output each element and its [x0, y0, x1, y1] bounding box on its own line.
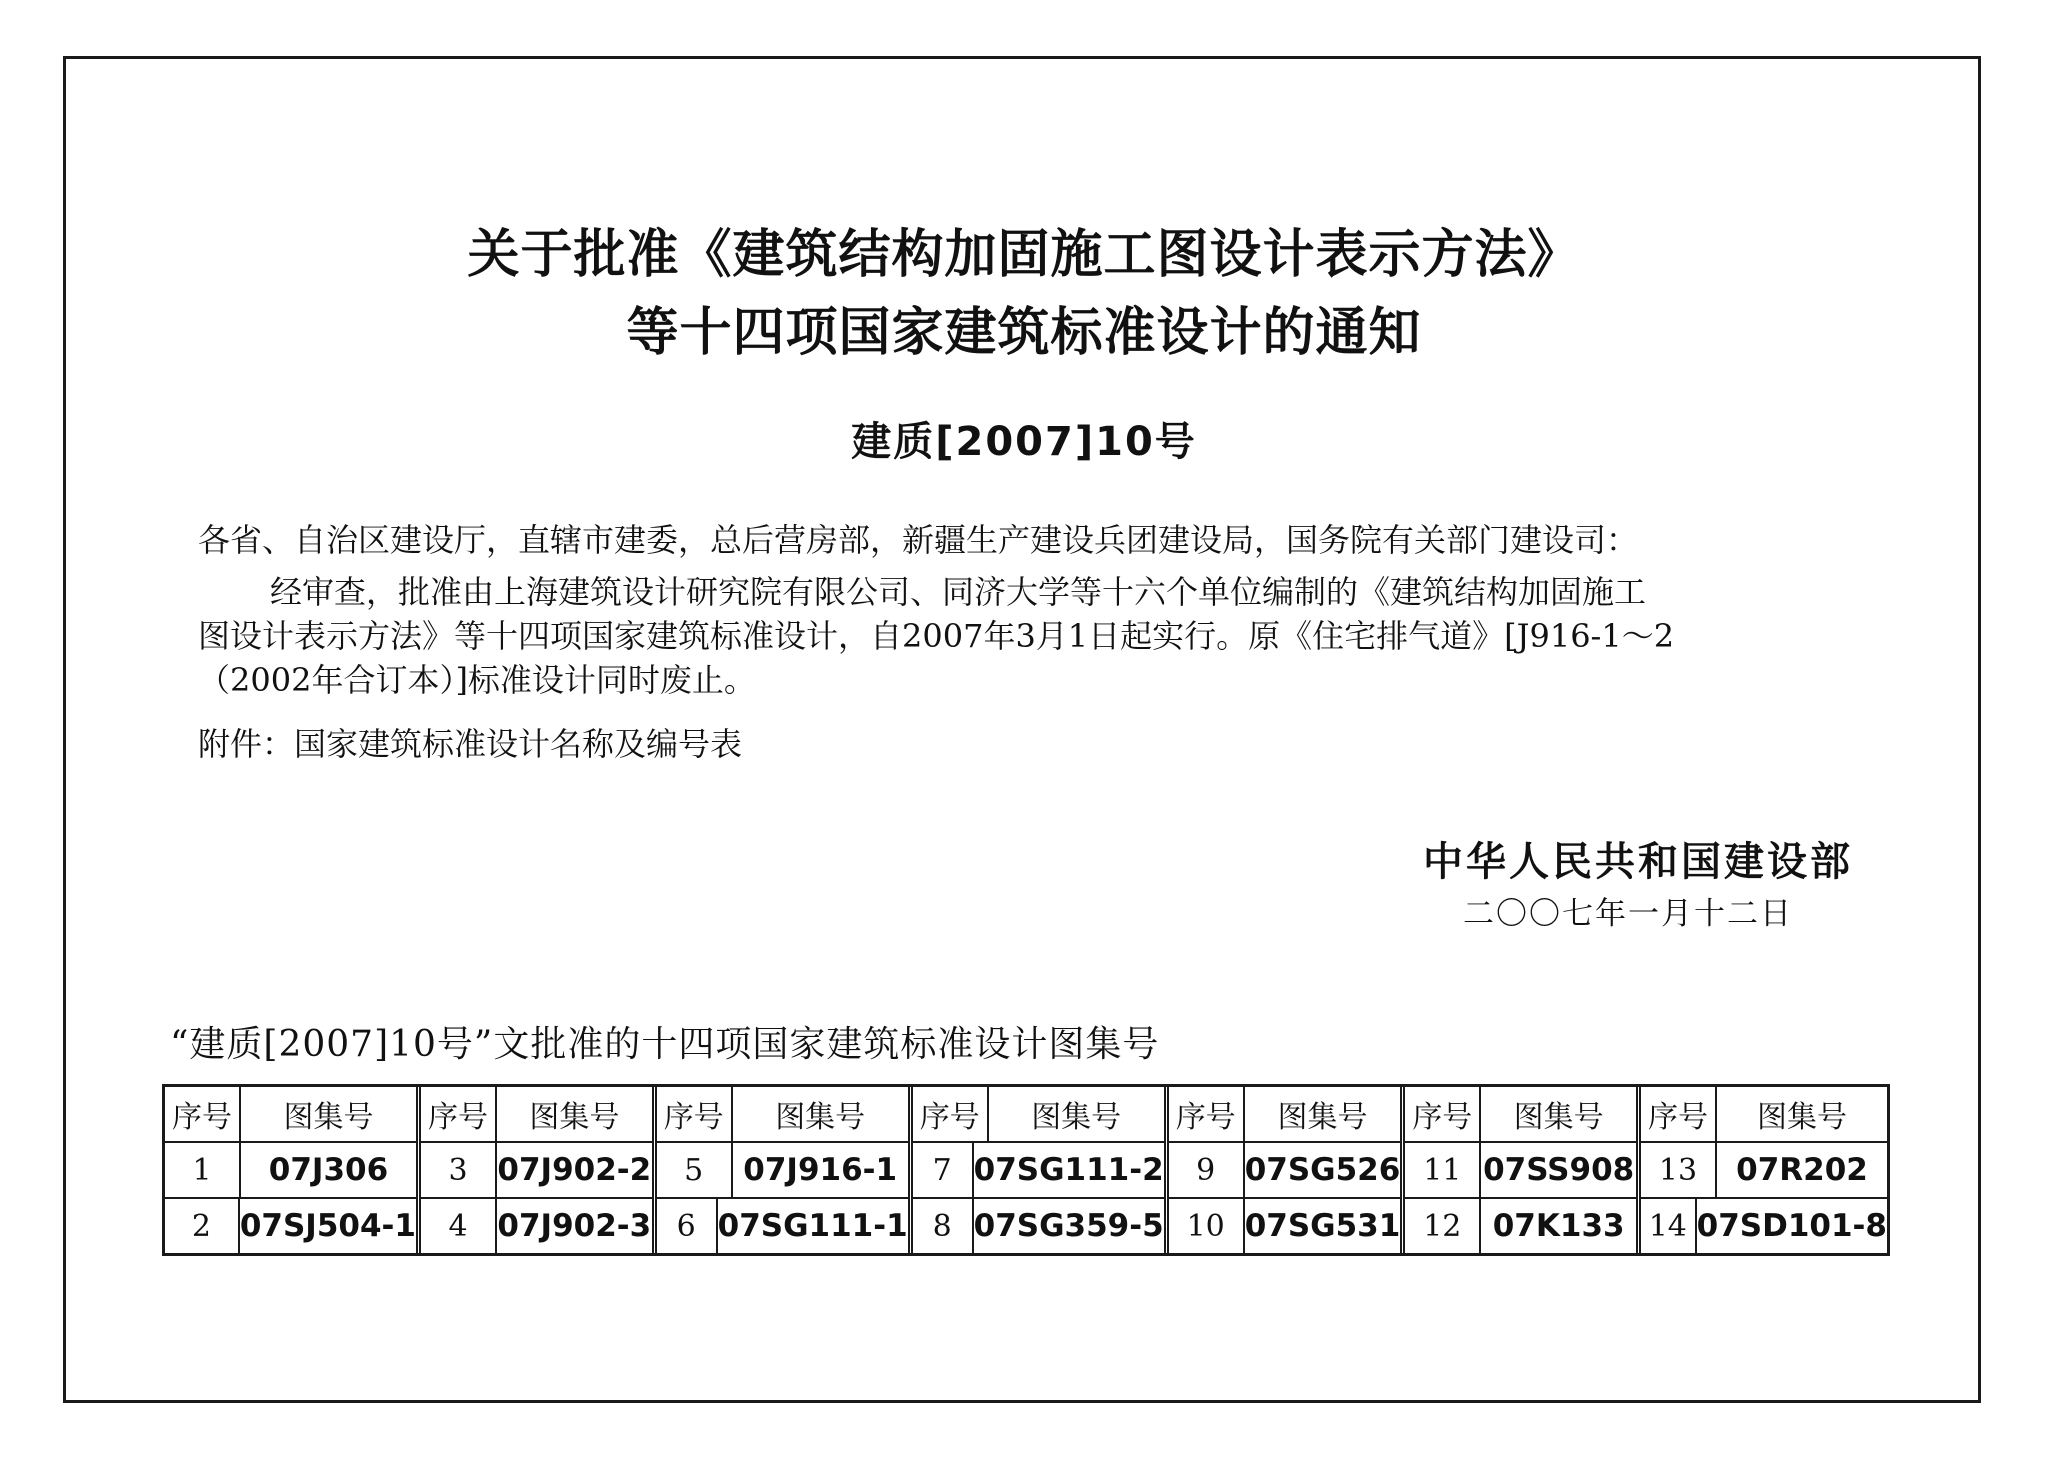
atlas-cell: 07J916-1: [743, 1152, 898, 1188]
atlas-cell: 07SG359-5: [973, 1208, 1164, 1244]
table-header-row: [165, 1087, 416, 1143]
notice-title-line-2: 等十四项国家建筑标准设计的通知: [626, 303, 1422, 363]
seq-cell: 12: [1405, 1199, 1481, 1253]
seq-cell: 10: [1169, 1199, 1245, 1253]
table-group: [913, 1087, 1169, 1253]
seq-cell: 9: [1169, 1143, 1245, 1197]
table-group: [1641, 1087, 1887, 1253]
addressees: 各省、自治区建设厅，直辖市建委，总后营房部，新疆生产建设兵团建设局，国务院有关部门建设司：: [198, 521, 1639, 559]
notice-body: [198, 570, 1898, 702]
header-seq: 序号: [1169, 1087, 1245, 1141]
header-seq: 序号: [421, 1087, 497, 1141]
issue-date: 二〇〇七年一月十二日: [1463, 896, 1793, 932]
table-group: [1169, 1087, 1406, 1253]
atlas-cell: 07SG111-2: [973, 1152, 1164, 1188]
atlas-cell: 07J902-2: [497, 1152, 652, 1188]
atlas-number-table: [162, 1084, 1890, 1256]
body-line-1: 经审查，批准由上海建筑设计研究院有限公司、同济大学等十六个单位编制的《建筑结构加固施工: [270, 573, 1647, 611]
table-row: [1405, 1199, 1636, 1253]
attachment-note: 附件：国家建筑标准设计名称及编号表: [198, 725, 743, 763]
table-group: [657, 1087, 913, 1253]
table-row: [913, 1143, 1164, 1199]
issuing-authority: 中华人民共和国建设部: [1423, 839, 1853, 885]
seq-cell: 1: [165, 1143, 241, 1197]
header-seq: 序号: [1641, 1087, 1717, 1141]
table-group: [421, 1087, 657, 1253]
atlas-cell: 07R202: [1736, 1152, 1868, 1188]
seq-cell: 4: [421, 1199, 497, 1253]
seq-cell: 11: [1405, 1143, 1481, 1197]
body-line-2: 图设计表示方法》等十四项国家建筑标准设计，自2007年3月1日起实行。原《住宅排气道》[J916-1～2: [198, 617, 1675, 655]
table-header-row: [657, 1087, 908, 1143]
table-row: [421, 1143, 652, 1199]
seq-cell: 5: [657, 1143, 733, 1197]
header-seq: 序号: [1405, 1087, 1481, 1141]
header-seq: 序号: [913, 1087, 989, 1141]
header-seq: 序号: [165, 1087, 241, 1141]
table-row: [1641, 1143, 1887, 1199]
atlas-cell: 07SG526: [1244, 1152, 1401, 1188]
seq-cell: 14: [1641, 1199, 1697, 1253]
atlas-cell: 07J306: [268, 1152, 389, 1188]
table-header-row: [1169, 1087, 1401, 1143]
header-atlas: 图集号: [1513, 1100, 1604, 1135]
table-row: [165, 1199, 416, 1253]
table-row: [1641, 1199, 1887, 1253]
document-number: 建质[2007]10号: [851, 419, 1197, 465]
table-group: [1405, 1087, 1641, 1253]
header-atlas: 图集号: [1277, 1100, 1368, 1135]
header-atlas: 图集号: [1031, 1100, 1122, 1135]
atlas-cell: 07K133: [1492, 1208, 1625, 1244]
table-header-row: [1641, 1087, 1887, 1143]
body-line-3: （2002年合订本）]标准设计同时废止。: [198, 661, 756, 699]
atlas-cell: 07J902-3: [497, 1208, 652, 1244]
header-seq: 序号: [657, 1087, 733, 1141]
table-row: [657, 1199, 908, 1253]
table-row: [1405, 1143, 1636, 1199]
atlas-cell: 07SJ504-1: [239, 1208, 416, 1244]
table-row: [913, 1199, 1164, 1253]
table-row: [421, 1199, 652, 1253]
seq-cell: 2: [165, 1199, 240, 1253]
table-header-row: [421, 1087, 652, 1143]
table-header-row: [913, 1087, 1164, 1143]
header-atlas: 图集号: [283, 1100, 374, 1135]
atlas-cell: 07SD101-8: [1696, 1208, 1887, 1244]
notice-title-line-1: 关于批准《建筑结构加固施工图设计表示方法》: [467, 225, 1581, 285]
seq-cell: 7: [913, 1143, 974, 1197]
table-header-row: [1405, 1087, 1636, 1143]
table-row: [1169, 1199, 1401, 1253]
seq-cell: 3: [421, 1143, 497, 1197]
header-atlas: 图集号: [1757, 1100, 1847, 1135]
seq-cell: 8: [913, 1199, 974, 1253]
header-atlas: 图集号: [775, 1100, 866, 1135]
header-atlas: 图集号: [529, 1100, 620, 1135]
seq-cell: 13: [1641, 1143, 1717, 1197]
atlas-cell: 07SS908: [1483, 1152, 1635, 1188]
seq-cell: 6: [657, 1199, 718, 1253]
table-group: [165, 1087, 421, 1253]
table-row: [657, 1143, 908, 1199]
atlas-cell: 07SG531: [1244, 1208, 1401, 1244]
table-row: [165, 1143, 416, 1199]
atlas-cell: 07SG111-1: [717, 1208, 908, 1244]
table-row: [1169, 1143, 1401, 1199]
table-caption: “建质[2007]10号”文批准的十四项国家建筑标准设计图集号: [170, 1024, 1160, 1065]
